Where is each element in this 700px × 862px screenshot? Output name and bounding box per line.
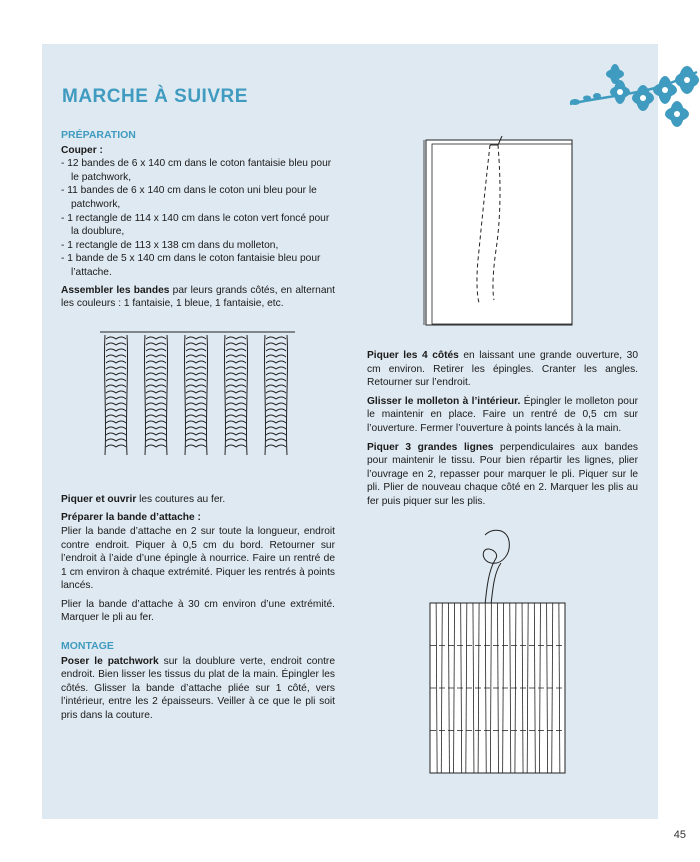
quilt-lines-paragraph: Piquer 3 grandes lignes perpendiculaires aux bandes pour maintenir le tissu. Pour bien répartir les lignes, plier l’ouvrage en 2, repasser pour marquer le pli. Piquer sur le pli. Plier de nouveau chaque côté en 2. Marquer les plis au fer puis piquer sur les plis.: [367, 441, 638, 507]
strap-paragraph-1: Plier la bande d’attache en 2 sur toute la longueur, endroit contre endroit. Piquer à 0,5 cm du bord. Retourner sur l’endroit à l’aide d’une épingle à nourrice. Faire un rentré de 1 cm environ à chaque extrémité. Piquer les rentrés à points lancés.: [61, 525, 335, 592]
patchwork-strip: [144, 335, 167, 455]
strips-illustration: [100, 327, 300, 462]
strap-paragraph-2: Plier la bande d’attache à 30 cm environ d’une extrémité. Marquer le pli au fer.: [61, 598, 335, 624]
assemble-paragraph: Assembler les bandes par leurs grands côtés, en alternant les couleurs : 1 fantaisie, 1 bleue, 1 fantaisie, etc.: [61, 284, 335, 310]
orchid-decoration: [565, 52, 700, 132]
stitch-paragraph: Piquer et ouvrir les coutures au fer.: [61, 493, 226, 505]
rolled-mat-illustration: [425, 525, 575, 785]
cut-list: [61, 157, 335, 279]
place-paragraph: Poser le patchwork sur la doublure verte, endroit contre endroit. Bien lisser les tissus du plat de la main. Épingler les côtés. Glisser la bande d’attache pliée sur 1 côté, vers l’intérieur, entre les 2 épaisseurs. Veiller à ce que le pli soit pris dans la couture.: [61, 655, 335, 722]
folded-fabric-illustration: [420, 130, 580, 330]
sew-sides-paragraph: Piquer les 4 côtés en laissant une grande ouverture, 30 cm environ. Retirer les épingles. Cranter les angles. Retourner sur l’endroit.: [367, 350, 638, 389]
batting-paragraph: Glisser le molleton à l’intérieur. Épingler le molleton pour le maintenir en place. Faire un rentré de 0,5 cm sur l’ouverture. Fermer l’ouverture à points lancés à la main.: [367, 395, 639, 434]
right-column: [367, 349, 638, 514]
cut-label: Couper :: [61, 144, 103, 156]
cut-item: - 1 bande de 5 x 140 cm dans le coton fantaisie bleu pour l’attache.: [61, 253, 321, 278]
patchwork-strip: [184, 335, 207, 455]
page-title: MARCHE À SUIVRE: [62, 86, 248, 107]
cut-item: - 1 rectangle de 114 x 140 cm dans le coton vert foncé pour la doublure,: [61, 212, 330, 238]
strap-label: Préparer la bande d’attache :: [61, 512, 201, 524]
cut-item: - 11 bandes de 6 x 140 cm dans le coton uni bleu pour le patchwork,: [61, 185, 317, 210]
cut-item: - 1 rectangle de 113 x 138 cm dans du molleton,: [61, 239, 279, 251]
preparation-heading: PRÉPARATION: [61, 129, 136, 141]
patchwork-strip: [104, 335, 127, 455]
montage-heading: MONTAGE: [61, 640, 114, 653]
patchwork-strip: [224, 335, 247, 455]
patchwork-strip: [264, 335, 287, 455]
cut-item: - 12 bandes de 6 x 140 cm dans le coton fantaisie bleu pour le patchwork,: [61, 158, 332, 183]
page-number: 45: [673, 829, 686, 841]
